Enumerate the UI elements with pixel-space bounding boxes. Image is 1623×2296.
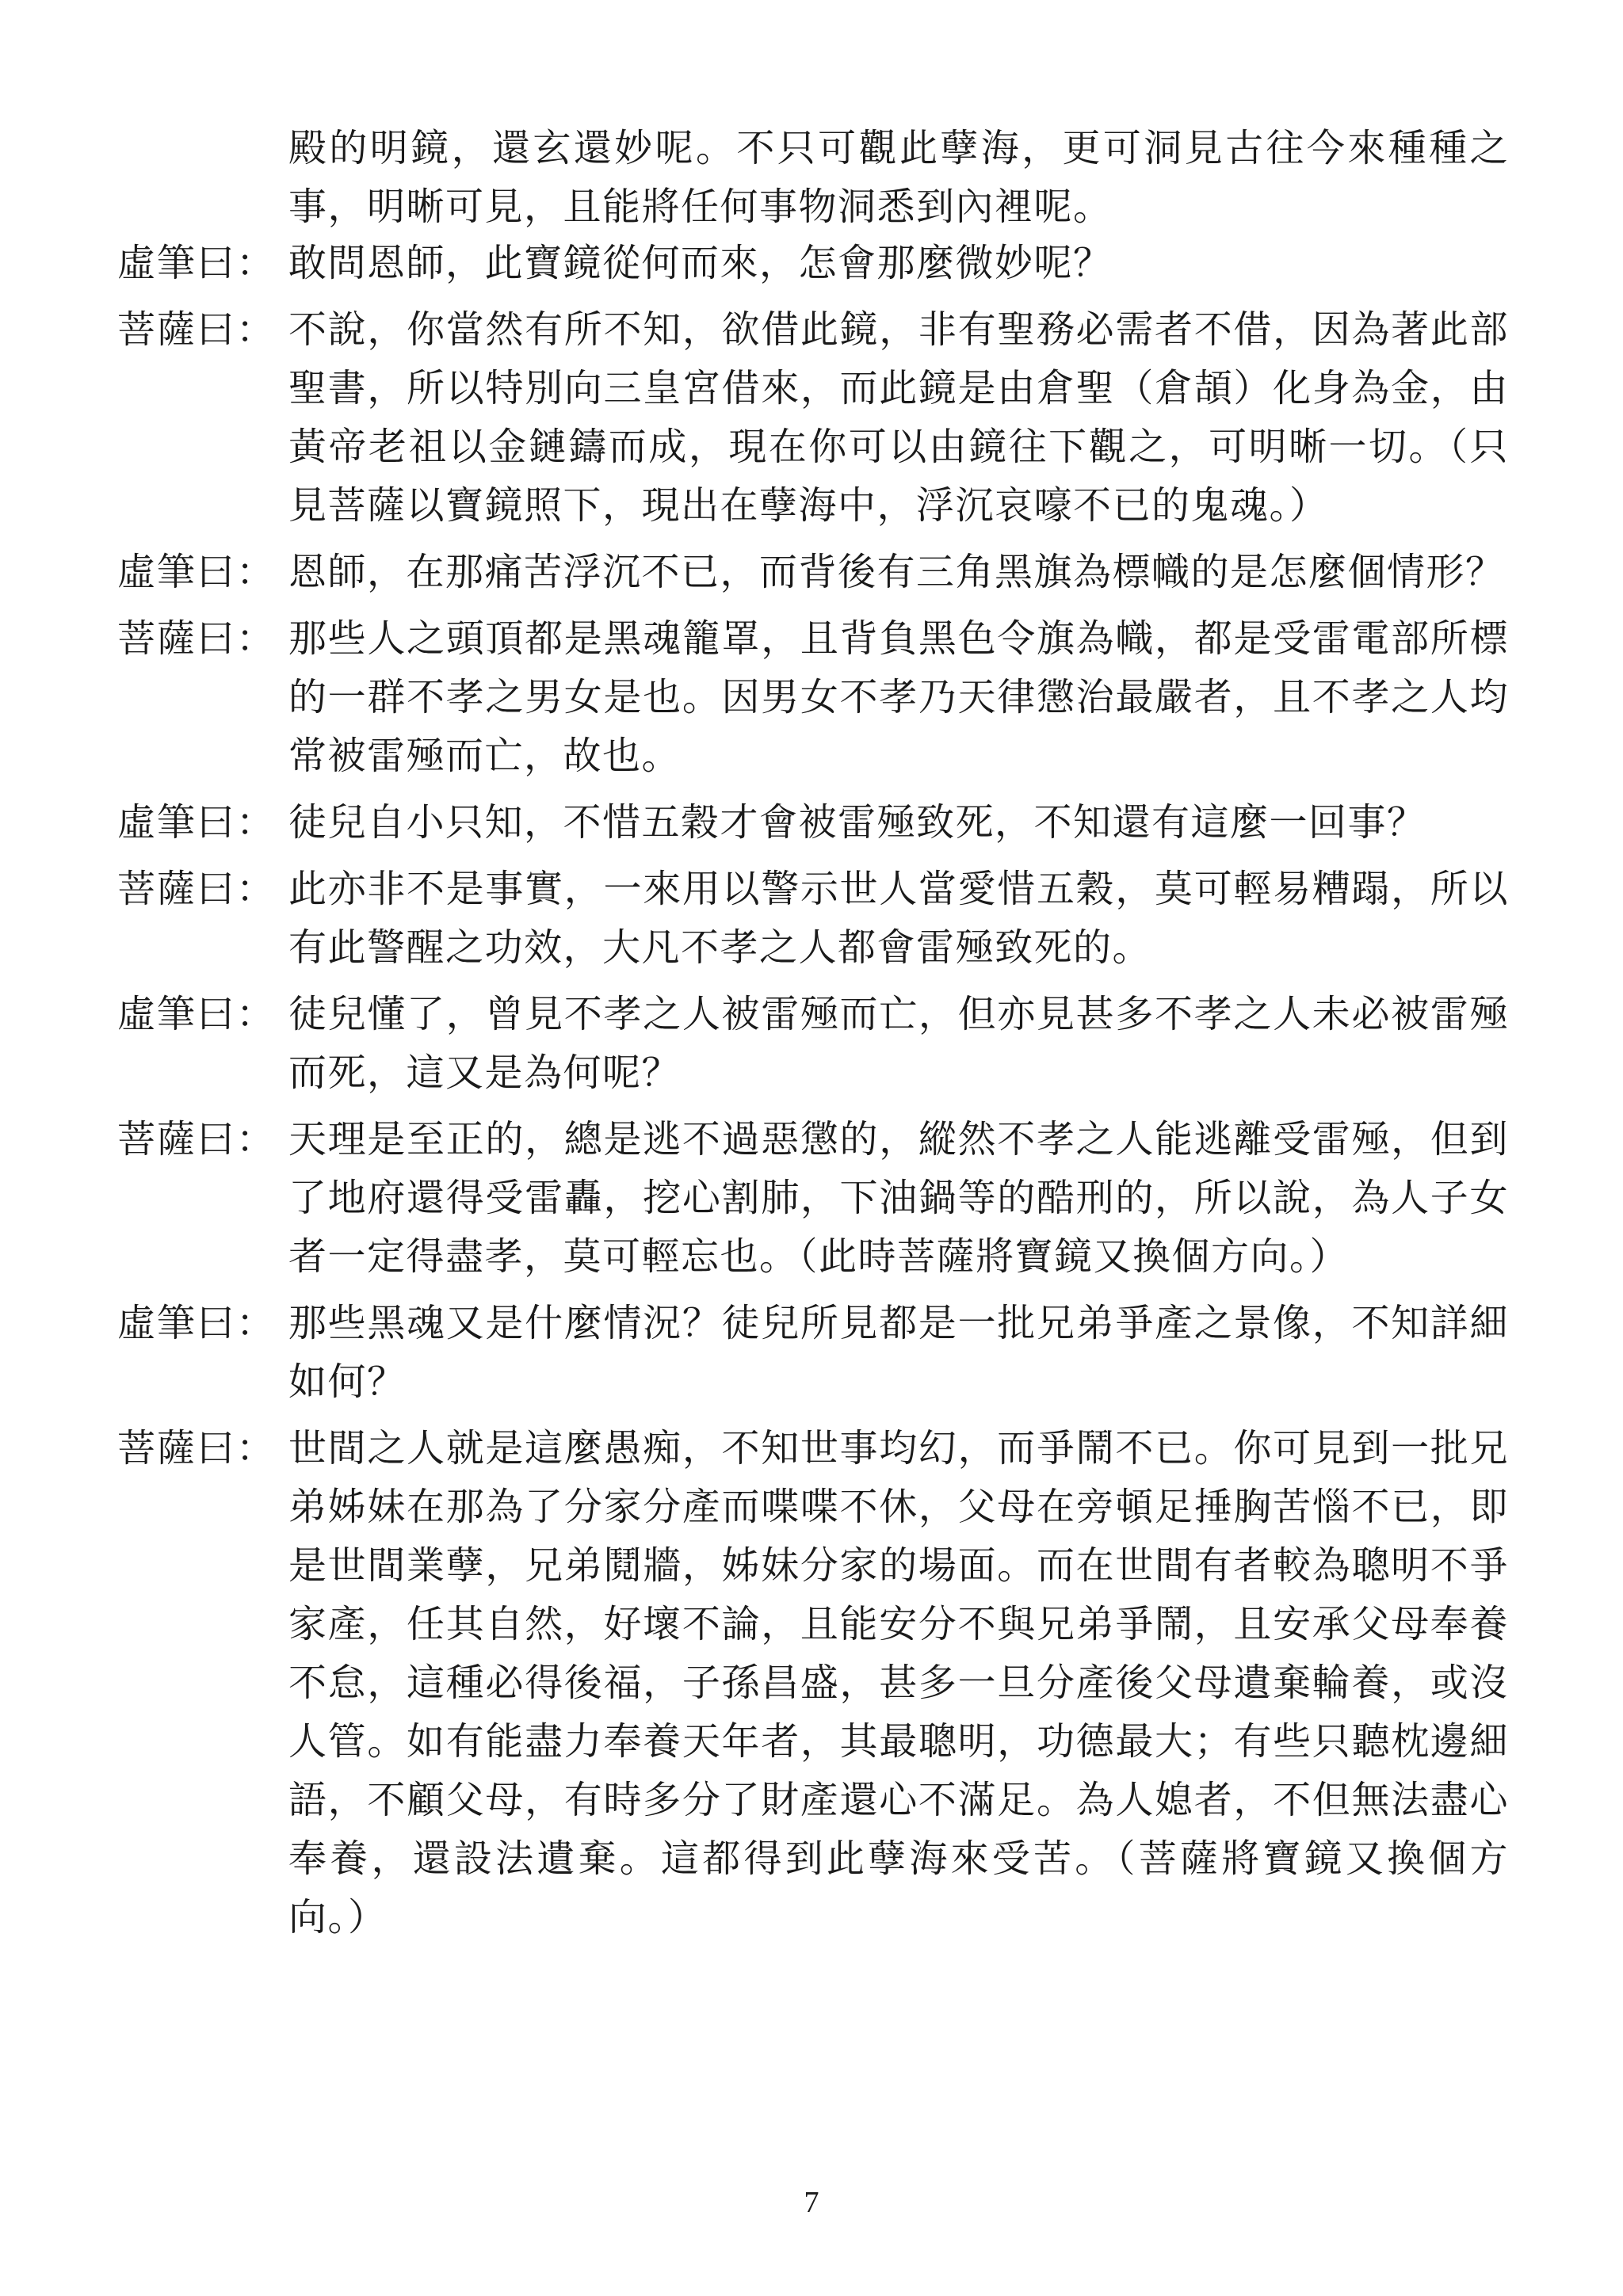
dialogue-entry [117,793,1512,852]
speaker-label: 虛筆曰： [117,800,277,845]
speaker-label: 菩薩曰： [117,307,277,352]
speaker-label: 虛筆曰： [117,1301,277,1345]
speaker-label: 菩薩曰： [117,616,277,661]
dialogue-entry [117,1110,1512,1286]
dialogue-text: 徒兒懂了，曾見不孝之人被雷殛而亡，但亦見甚多不孝之人未必被雷殛而死，這又是為何呢？ [288,992,1509,1095]
dialogue-entry [117,860,1512,977]
dialogue-entry [117,300,1512,535]
speaker-label: 虛筆曰： [117,550,277,594]
dialogue-entry [117,985,1512,1102]
dialogue-text: 敢問恩師，此寶鏡從何而來，怎會那麼微妙呢？ [288,241,1113,285]
dialogue-text: 那些人之頭頂都是黑魂籠罩，且背負黑色令旗為幟，都是受雷電部所標的一群不孝之男女是也。因男女不孝乃天律懲治最嚴者，且不孝之人均常被雷殛而亡，故也。 [288,616,1509,778]
dialogue-text: 不說，你當然有所不知，欲借此鏡，非有聖務必需者不借，因為著此部聖書，所以特別向三皇宮借來，而此鏡是由倉聖（倉頡）化身為金，由黃帝老祖以金鏈鑄而成，現在你可以由鏡往下觀之，可明晰一切。（只見菩薩以寶鏡照下，現出在孽海中，浮沉哀嚎不已的鬼魂。） [288,307,1509,528]
speaker-label: 虛筆曰： [117,241,277,285]
speaker-label: 菩薩曰： [117,1117,277,1161]
page-number: 7 [804,2186,819,2219]
dialogue-entry [117,1419,1512,1947]
dialogue-text: 此亦非不是事實，一來用以警示世人當愛惜五穀，莫可輕易糟蹋，所以有此警醒之功效，大凡不孝之人都會雷殛致死的。 [288,867,1509,970]
speaker-label: 虛筆曰： [117,992,277,1036]
dialogue-text: 世間之人就是這麼愚痴，不知世事均幻，而爭鬧不已。你可見到一批兄弟姊妹在那為了分家分產而喋喋不休，父母在旁頓足捶胸苦惱不已，即是世間業孽，兄弟鬩牆，姊妹分家的場面。而在世間有者較為聰明不爭家產，任其自然，好壞不論，且能安分不與兄弟爭鬧，且安承父母奉養不怠，這種必得後福，子孫昌盛，甚多一旦分產後父母遺棄輪養，或沒人管。如有能盡力奉養天年者，其最聰明，功德最大；有些只聽枕邊細語，不顧父母，有時多分了財產還心不滿足。為人媳者，不但無法盡心奉養，還設法遺棄。這都得到此孽海來受苦。（菩薩將寶鏡又換個方向。） [288,1426,1509,1939]
dialogue-text: 天理是至正的，總是逃不過惡懲的，縱然不孝之人能逃離受雷殛，但到了地府還得受雷轟，挖心割肺，下油鍋等的酷刑的，所以說，為人子女者一定得盡孝，莫可輕忘也。（此時菩薩將寶鏡又換個方向。） [288,1117,1509,1279]
dialogue-entry [117,234,1512,292]
dialogue-text: 那些黑魂又是什麼情況？徒兒所見都是一批兄弟爭產之景像，不知詳細如何？ [288,1301,1509,1404]
dialogue-entry [117,1294,1512,1411]
dialogue-entry [117,609,1512,785]
dialogue-text: 徒兒自小只知，不惜五穀才會被雷殛致死，不知還有這麼一回事？ [288,800,1426,845]
speaker-label: 菩薩曰： [117,1426,277,1470]
dialogue-entry [117,543,1512,601]
continuation-paragraph: 殿的明鏡，還玄還妙呢。不只可觀此孽海，更可洞見古往今來種種之事，明晰可見，且能將任何事物洞悉到內裡呢。 [288,126,1509,229]
dialogue-list [117,234,1512,1955]
dialogue-text: 恩師，在那痛苦浮沉不已，而背後有三角黑旗為標幟的是怎麼個情形？ [288,550,1505,594]
speaker-label: 菩薩曰： [117,867,277,911]
